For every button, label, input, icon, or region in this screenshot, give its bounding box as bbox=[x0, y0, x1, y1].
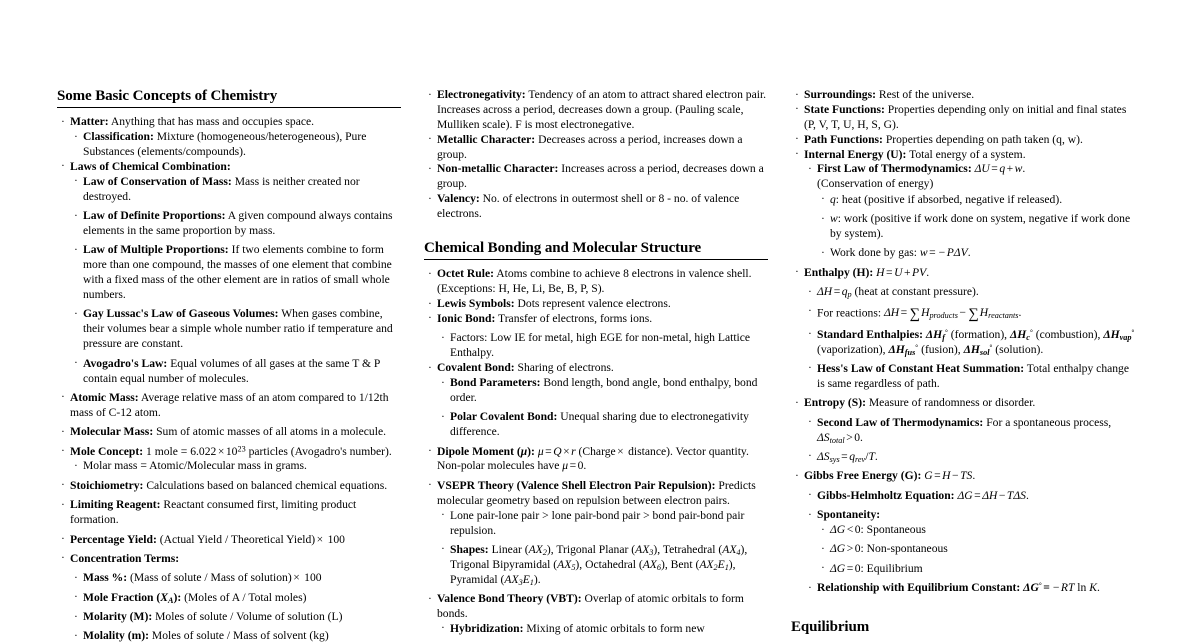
list-item bbox=[74, 175, 401, 205]
mole-fraction-subscript: A bbox=[168, 595, 174, 605]
formula-rt-ln-k: − RT ln K. bbox=[1052, 581, 1100, 595]
list-item bbox=[428, 479, 768, 509]
term-surroundings: Surroundings: bbox=[804, 88, 876, 101]
term-standard-enthalpies: Standard Enthalpies: bbox=[817, 327, 923, 341]
term-mole-concept: Mole Concept: bbox=[70, 444, 144, 458]
formula-work-gas: w = − PΔV. bbox=[919, 246, 971, 260]
term-nonmetallic-character: Non-metallic Character: bbox=[437, 162, 559, 176]
bullet-icon: · bbox=[74, 174, 78, 188]
text-molecular-mass: Sum of atomic masses of all atoms in a molecule. bbox=[156, 425, 386, 439]
text-stoichiometry: Calculations based on balanced chemical equations. bbox=[146, 478, 388, 492]
bullet-icon: · bbox=[808, 449, 812, 463]
shape-formula: $AX_6$ bbox=[642, 557, 661, 572]
bullet-icon: · bbox=[74, 609, 78, 623]
bullet-icon: · bbox=[428, 296, 432, 310]
list-item bbox=[821, 562, 1135, 577]
text-dipole-period: . bbox=[583, 459, 587, 473]
shapes-values: Linear $(AX_2)$, Trigonal Planar $(AX_3)$, Tetrahedral $(AX_4)$, Trigonal Bipyramidal $(AX_5)$, Octahedral $(AX_6)$, Bent $(AX_2E_1)$, Pyramidal $(AX_3E_1)$. bbox=[450, 542, 748, 587]
term-electronegativity: Electronegativity: bbox=[437, 88, 526, 101]
bullet-icon: · bbox=[441, 409, 445, 423]
bullet-icon: · bbox=[428, 444, 432, 458]
list-item bbox=[74, 307, 401, 352]
list-item bbox=[74, 130, 401, 160]
text-equilibrium: 0: Equilibrium bbox=[854, 561, 923, 575]
text-mole-concept-pre: 1 mole = 6.022 bbox=[146, 444, 217, 458]
text-internal-energy: Total energy of a system. bbox=[909, 147, 1026, 161]
term-molarity: Molarity (M): bbox=[83, 610, 153, 624]
text-vaporization: (vaporization), bbox=[817, 342, 886, 356]
list-item bbox=[74, 629, 401, 644]
text-entropy: Measure of randomness or disorder. bbox=[868, 396, 1036, 410]
list-item bbox=[821, 212, 1135, 242]
text-dipole-end: distance). Vector quantity. Non-polar molecules have bbox=[437, 444, 749, 473]
list-item bbox=[808, 489, 1135, 504]
text-mole-concept-post: particles (Avogadro's number). bbox=[248, 444, 392, 458]
text-vsepr: Predicts molecular geometry based on repulsion between electron pairs. bbox=[437, 478, 756, 507]
formula-gibbs-helmholtz: ΔG = ΔH − TΔS. bbox=[957, 488, 1029, 502]
text-mole-fraction: (Moles of A / Total moles) bbox=[184, 590, 307, 604]
text-ionic-bond: Transfer of electrons, forms ions. bbox=[498, 311, 653, 325]
list-item bbox=[441, 622, 768, 637]
list-item bbox=[441, 410, 768, 440]
formula-delta-h-fus: $\Delta H_{fus}^\circ$ bbox=[888, 342, 919, 357]
text-ionic-factors: Factors: Low IE for metal, high EGE for non-metal, high Lattice Enthalpy. bbox=[450, 331, 751, 360]
bullet-icon: · bbox=[74, 306, 78, 320]
term-spontaneity: Spontaneity: bbox=[817, 508, 881, 522]
bullet-icon: · bbox=[61, 532, 65, 546]
term-mole-fraction-post: ): bbox=[173, 590, 182, 604]
shape-formula: $AX_3$ bbox=[635, 542, 654, 557]
formula-delta-g-standard: ΔG° = bbox=[1023, 581, 1050, 595]
list-item bbox=[441, 509, 768, 539]
list-item bbox=[808, 162, 1135, 177]
gibbs-sublist bbox=[808, 489, 1135, 596]
bullet-icon: · bbox=[808, 284, 812, 298]
bullet-icon: · bbox=[61, 497, 65, 511]
bonding-list bbox=[428, 267, 768, 636]
formula-delta-s-sys: $\Delta S_{sys} = q_{rev}/T$. bbox=[817, 449, 878, 464]
term-valency: Valency: bbox=[437, 192, 480, 206]
bullet-icon: · bbox=[441, 330, 445, 344]
section-rule bbox=[57, 107, 401, 108]
term-internal-energy: Internal Energy (U): bbox=[804, 147, 907, 161]
text-avogadro-law: Equal volumes of all gases at the same T & P contain equal number of molecules. bbox=[83, 356, 380, 385]
text-multiple: If two elements combine to form more than one compound, the masses of one element that combine with a fixed mass of the other element are in ratios of small whole numbers. bbox=[83, 243, 392, 302]
term-mass-percent: Mass %: bbox=[83, 571, 128, 585]
text-combustion: (combustion), bbox=[1035, 327, 1101, 341]
term-definite: Law of Definite Proportions: bbox=[83, 209, 226, 223]
column-three bbox=[791, 87, 1135, 635]
bullet-icon: · bbox=[74, 129, 78, 143]
bullet-icon: · bbox=[61, 424, 65, 438]
text-vbt: Overlap of atomic orbitals to form bonds. bbox=[437, 592, 744, 620]
list-item bbox=[821, 523, 1135, 538]
term-first-law: First Law of Thermodynamics: bbox=[817, 162, 972, 176]
percentage-yield-multiplier: × bbox=[316, 532, 324, 546]
formula-delta-h-sol: $\Delta H_{sol}^\circ$ bbox=[963, 342, 993, 357]
vbt-sublist bbox=[441, 622, 768, 637]
bullet-icon: · bbox=[441, 542, 445, 556]
formula-delta-h-vap: $\Delta H_{vap}^\circ$ bbox=[1103, 327, 1135, 342]
periodic-properties-tail-list bbox=[428, 88, 768, 222]
text-octet-rule: Atoms combine to achieve 8 electrons in valence shell. (Exceptions: H, He, Li, Be, B, P, S). bbox=[437, 267, 752, 296]
text-conservation: Mass is neither created nor destroyed. bbox=[83, 174, 360, 203]
text-non-spontaneous: 0: Non-spontaneous bbox=[854, 542, 948, 556]
list-item bbox=[428, 133, 768, 163]
term-vsepr: VSEPR Theory (Valence Shell Electron Pair Repulsion): bbox=[437, 478, 716, 492]
formula-gibbs: G = H − TS. bbox=[924, 469, 976, 483]
matter-sublist bbox=[74, 130, 401, 160]
list-item bbox=[428, 312, 768, 327]
text-solution: (solution). bbox=[995, 342, 1044, 356]
formula-delta-h-f: $\Delta H_f^\circ$ bbox=[925, 327, 948, 342]
ionic-sublist bbox=[441, 331, 768, 361]
bullet-icon: · bbox=[74, 356, 78, 370]
term-bond-parameters: Bond Parameters: bbox=[450, 376, 541, 389]
term-dipole-pre: Dipole Moment ( bbox=[437, 444, 521, 458]
term-metallic-character: Metallic Character: bbox=[437, 132, 536, 146]
list-item bbox=[428, 162, 768, 192]
list-item bbox=[795, 133, 1135, 148]
bullet-icon: · bbox=[795, 265, 799, 279]
list-item bbox=[808, 508, 1135, 523]
text-molarity: Moles of solute / Volume of solution (L) bbox=[155, 610, 343, 624]
list-item bbox=[74, 243, 401, 303]
bullet-icon: · bbox=[61, 390, 65, 404]
text-second-law: For a spontaneous process, bbox=[986, 415, 1112, 429]
text-surroundings: Rest of the universe. bbox=[878, 88, 975, 101]
list-item bbox=[61, 498, 401, 528]
list-item bbox=[808, 285, 1135, 300]
shape-formula: $AX_5$ bbox=[557, 557, 576, 572]
text-metallic-character: Decreases across a period, increases down a group. bbox=[437, 132, 743, 161]
dipole-symbol: μ bbox=[520, 444, 528, 458]
text-molar-mass: Molar mass = Atomic/Molecular mass in grams. bbox=[83, 459, 307, 473]
text-valency: No. of electrons in outermost shell or 8 - no. of valence electrons. bbox=[437, 192, 740, 221]
vsepr-sublist bbox=[441, 509, 768, 588]
bullet-icon: · bbox=[74, 590, 78, 604]
shape-formula: $AX_2E_1$ bbox=[699, 557, 729, 572]
term-shapes: Shapes: bbox=[450, 542, 489, 556]
term-entropy: Entropy (S): bbox=[804, 396, 866, 410]
value-mass-percent: 100 bbox=[304, 571, 322, 585]
section-spacer bbox=[424, 222, 768, 240]
bullet-icon: · bbox=[795, 395, 799, 409]
bullet-icon: · bbox=[808, 507, 812, 521]
bullet-icon: · bbox=[795, 147, 799, 161]
term-conservation: Law of Conservation of Mass: bbox=[83, 174, 232, 188]
label-work-done-gas: Work done by gas: bbox=[830, 246, 917, 260]
bullet-icon: · bbox=[441, 508, 445, 522]
list-item bbox=[795, 266, 1135, 281]
section-rule bbox=[424, 259, 768, 260]
laws-sublist bbox=[74, 175, 401, 387]
list-item bbox=[808, 328, 1135, 358]
bullet-icon: · bbox=[61, 159, 65, 173]
text-w-definition: : work (positive if work done on system, negative if work done by system). bbox=[830, 212, 1131, 241]
entropy-sublist bbox=[808, 416, 1135, 465]
term-lewis-symbols: Lewis Symbols: bbox=[437, 297, 515, 311]
bullet-icon: · bbox=[74, 458, 78, 472]
symbol-q: q bbox=[830, 192, 836, 206]
bullet-icon: · bbox=[74, 628, 78, 642]
text-state-functions: Properties depending only on initial and final states (P, V, T, U, H, S, G). bbox=[804, 102, 1127, 131]
term-mole-fraction-pre: Mole Fraction ( bbox=[83, 590, 161, 604]
term-octet-rule: Octet Rule: bbox=[437, 267, 494, 281]
section-title-bonding: Chemical Bonding and Molecular Structure bbox=[424, 240, 702, 257]
term-percentage-yield: Percentage Yield: bbox=[70, 532, 157, 546]
list-item bbox=[428, 192, 768, 222]
section-title-basic-concepts: Some Basic Concepts of Chemistry bbox=[57, 88, 278, 104]
list-item bbox=[808, 450, 1135, 465]
bullet-icon: · bbox=[428, 360, 432, 374]
bullet-icon: · bbox=[795, 132, 799, 146]
bullet-icon: · bbox=[441, 375, 445, 389]
formula-delta-h-c: $\Delta H_c^\circ$ bbox=[1009, 327, 1033, 342]
bullet-icon: · bbox=[428, 132, 432, 146]
formula-delta-g-lt: ΔG < bbox=[830, 523, 854, 536]
bullet-icon: · bbox=[821, 192, 825, 206]
list-item-shapes bbox=[441, 543, 768, 588]
shape-formula: $AX_3E_1$ bbox=[504, 572, 534, 587]
first-law-sublist bbox=[821, 193, 1135, 262]
list-item bbox=[441, 376, 768, 406]
term-covalent-bond: Covalent Bond: bbox=[437, 361, 515, 375]
bullet-icon: · bbox=[808, 580, 812, 594]
text-classification: Mixture (homogeneous/heterogeneous), Pure Substances (elements/compounds). bbox=[83, 130, 367, 159]
text-atomic-mass: Average relative mass of an atom compared to 1/12th mass of C-12 atom. bbox=[70, 390, 389, 419]
list-item bbox=[428, 445, 768, 475]
term-gay-lussac: Gay Lussac's Law of Gaseous Volumes: bbox=[83, 307, 279, 321]
thermodynamics-list bbox=[795, 88, 1135, 596]
text-lewis-symbols: Dots represent valence electrons. bbox=[517, 297, 671, 311]
bullet-icon: · bbox=[808, 327, 812, 341]
list-item bbox=[61, 445, 401, 460]
label-for-reactions: For reactions: bbox=[817, 305, 882, 319]
list-item bbox=[428, 297, 768, 312]
list-item bbox=[61, 552, 401, 567]
bullet-icon: · bbox=[808, 361, 812, 375]
formula-delta-h-qp: $\Delta H = q_p$ bbox=[817, 285, 852, 300]
section-spacer bbox=[791, 601, 1135, 619]
mole-fraction-symbol-group bbox=[160, 591, 173, 604]
formula-first-law: ΔU = q + w. bbox=[974, 162, 1026, 176]
term-matter: Matter: bbox=[70, 115, 109, 129]
term-atomic-mass: Atomic Mass: bbox=[70, 390, 139, 404]
text-hess-law: Total enthalpy change is same regardless of path. bbox=[817, 361, 1130, 390]
bullet-icon: · bbox=[821, 245, 825, 259]
spontaneity-sublist bbox=[821, 523, 1135, 577]
bullet-icon: · bbox=[808, 161, 812, 175]
bullet-icon: · bbox=[74, 570, 78, 584]
list-item bbox=[61, 425, 401, 440]
bullet-icon: · bbox=[795, 87, 799, 101]
term-ionic-bond: Ionic Bond: bbox=[437, 311, 496, 325]
text-dipole-mid: (Charge bbox=[578, 444, 616, 458]
term-polar-covalent: Polar Covalent Bond: bbox=[450, 410, 558, 424]
formula-delta-h-reactions: $\Delta H = \sum H_{products} - \sum H_{reactants}$. bbox=[883, 305, 1022, 322]
list-item bbox=[428, 592, 768, 622]
term-classification: Classification: bbox=[83, 130, 154, 144]
term-state-functions: State Functions: bbox=[804, 102, 885, 116]
shape-formula: $AX_4$ bbox=[722, 542, 741, 557]
column-one bbox=[57, 88, 401, 643]
list-item bbox=[795, 148, 1135, 163]
bullet-icon: · bbox=[808, 415, 812, 429]
text-polar-covalent: Unequal sharing due to electronegativity difference. bbox=[450, 410, 749, 439]
text-limiting-reagent: Reactant consumed first, limiting product formation. bbox=[70, 498, 357, 527]
text-fusion: (fusion), bbox=[921, 342, 961, 356]
list-item bbox=[795, 103, 1135, 133]
term-enthalpy: Enthalpy (H): bbox=[804, 265, 874, 279]
mole-concept-power: × $10^{23}$ bbox=[217, 444, 246, 458]
formula-delta-g-gt: ΔG > bbox=[830, 542, 854, 556]
text-spontaneous: 0: Spontaneous bbox=[854, 523, 926, 536]
mass-percent-multiplier: × bbox=[293, 571, 300, 585]
shape-formula: $AX_2$ bbox=[528, 542, 547, 557]
formula-delta-g-eq: ΔG = bbox=[830, 561, 854, 575]
list-item bbox=[61, 160, 401, 175]
term-second-law: Second Law of Thermodynamics: bbox=[817, 415, 984, 429]
bullet-icon: · bbox=[808, 304, 812, 318]
formula-dipole-zero: μ = 0 bbox=[562, 459, 584, 473]
three-column-layout bbox=[57, 87, 1135, 643]
bullet-icon: · bbox=[821, 211, 825, 225]
mole-exponent: 23 bbox=[237, 444, 246, 454]
list-item bbox=[808, 362, 1135, 392]
formula-enthalpy: H = U + PV. bbox=[876, 265, 930, 279]
term-concentration-heading: Concentration Terms: bbox=[70, 551, 180, 565]
list-item bbox=[795, 469, 1135, 484]
list-item bbox=[74, 610, 401, 625]
bullet-icon: · bbox=[808, 488, 812, 502]
mole-sublist bbox=[74, 459, 401, 474]
bullet-icon: · bbox=[61, 444, 65, 458]
formula-dipole-moment: μ = Q × r bbox=[537, 444, 576, 458]
text-mass-percent: (Mass of solute / Mass of solution) bbox=[130, 571, 292, 585]
list-item bbox=[821, 246, 1135, 261]
dipole-times: × bbox=[617, 444, 624, 458]
text-delta-h-qp: (heat at constant pressure). bbox=[854, 285, 979, 299]
bullet-icon: · bbox=[441, 621, 445, 635]
symbol-w: w bbox=[830, 212, 838, 226]
bullet-icon: · bbox=[61, 114, 65, 128]
bullet-icon: · bbox=[61, 478, 65, 492]
formula-delta-s-total: $\Delta S_{total} > 0$. bbox=[817, 430, 863, 445]
list-item bbox=[74, 357, 401, 387]
bullet-icon: · bbox=[795, 102, 799, 116]
term-molecular-mass: Molecular Mass: bbox=[70, 425, 154, 439]
text-definite: A given compound always contains elements in the same proportion by mass. bbox=[83, 209, 393, 237]
enthalpy-sublist bbox=[808, 285, 1135, 392]
list-item bbox=[821, 542, 1135, 557]
list-item bbox=[428, 361, 768, 376]
mole-fraction-symbol: X bbox=[160, 590, 168, 604]
list-item bbox=[441, 331, 768, 361]
term-hess-law: Hess's Law of Constant Heat Summation: bbox=[817, 361, 1025, 375]
bullet-icon: · bbox=[61, 551, 65, 565]
term-gibbs-helmholtz: Gibbs-Helmholtz Equation: bbox=[817, 488, 955, 502]
term-multiple: Law of Multiple Proportions: bbox=[83, 243, 229, 257]
term-limiting-reagent: Limiting Reagent: bbox=[70, 498, 161, 512]
list-item bbox=[428, 88, 768, 133]
list-item bbox=[808, 305, 1135, 324]
list-item bbox=[795, 88, 1135, 103]
bullet-icon: · bbox=[428, 311, 432, 325]
value-percentage-yield: 100 bbox=[327, 532, 345, 546]
covalent-sublist bbox=[441, 376, 768, 440]
text-first-law-note: (Conservation of energy) bbox=[817, 177, 934, 191]
list-item bbox=[808, 581, 1135, 596]
term-dipole-post: ): bbox=[527, 444, 535, 458]
text-vsepr-repulsion: Lone pair-lone pair > lone pair-bond pair > bond pair-bond pair repulsion. bbox=[450, 508, 745, 537]
list-item bbox=[61, 479, 401, 494]
list-item bbox=[74, 571, 401, 586]
bullet-icon: · bbox=[821, 522, 825, 536]
text-electronegativity: Tendency of an atom to attract shared electron pair. Increases across a period, decreases down a group. (Pauling scale, Mulliken scale). F is most electronegative. bbox=[437, 88, 767, 131]
bullet-icon: · bbox=[428, 87, 432, 101]
term-stoichiometry: Stoichiometry: bbox=[70, 478, 144, 492]
bullet-icon: · bbox=[74, 208, 78, 222]
text-covalent-bond: Sharing of electrons. bbox=[517, 361, 614, 375]
term-gibbs-free-energy: Gibbs Free Energy (G): bbox=[804, 469, 922, 483]
list-item bbox=[795, 396, 1135, 411]
term-relationship-k: Relationship with Equilibrium Constant: bbox=[817, 581, 1021, 595]
text-matter: Anything that has mass and occupies space. bbox=[110, 115, 315, 129]
list-item bbox=[61, 391, 401, 421]
term-vbt: Valence Bond Theory (VBT): bbox=[437, 592, 582, 606]
text-gay-lussac: When gases combine, their volumes bear a simple whole number ratio if temperature and pressure are constant. bbox=[83, 307, 393, 351]
bullet-icon: · bbox=[428, 478, 432, 492]
list-item bbox=[428, 267, 768, 297]
text-formation: (formation), bbox=[950, 327, 1008, 341]
bullet-icon: · bbox=[428, 191, 432, 205]
basic-concepts-list bbox=[61, 115, 401, 644]
section-title-equilibrium: Equilibrium bbox=[791, 618, 870, 635]
list-item bbox=[74, 591, 401, 606]
bullet-icon: · bbox=[795, 468, 799, 482]
term-avogadro-law: Avogadro's Law: bbox=[83, 356, 168, 370]
text-nonmetallic-character: Increases across a period, decreases down a group. bbox=[437, 162, 764, 191]
term-molality: Molality (m): bbox=[83, 629, 149, 643]
text-q-definition: : heat (positive if absorbed, negative if released). bbox=[835, 192, 1063, 206]
list-item bbox=[74, 459, 401, 474]
bullet-icon: · bbox=[821, 541, 825, 555]
list-item bbox=[61, 115, 401, 130]
bullet-icon: · bbox=[428, 161, 432, 175]
text-percentage-yield: (Actual Yield / Theoretical Yield) bbox=[159, 532, 316, 546]
text-hybridization: Mixing of atomic orbitals to form new bbox=[526, 621, 705, 635]
bullet-icon: · bbox=[821, 561, 825, 575]
concentration-sublist bbox=[74, 571, 401, 644]
column-two bbox=[424, 87, 768, 635]
term-path-functions: Path Functions: bbox=[804, 132, 883, 146]
bullet-icon: · bbox=[428, 266, 432, 280]
bullet-icon: · bbox=[74, 242, 78, 256]
internal-energy-sublist bbox=[808, 162, 1135, 261]
list-item bbox=[821, 193, 1135, 208]
list-item bbox=[61, 533, 401, 548]
list-item bbox=[74, 209, 401, 239]
bullet-icon: · bbox=[428, 591, 432, 605]
text-path-functions: Properties depending on path taken (q, w). bbox=[885, 132, 1083, 146]
term-hybridization: Hybridization: bbox=[450, 621, 524, 635]
text-bond-parameters: Bond length, bond angle, bond enthalpy, bond order. bbox=[450, 376, 758, 404]
text-molality: Moles of solute / Mass of solvent (kg) bbox=[151, 629, 329, 643]
term-laws-heading: Laws of Chemical Combination: bbox=[70, 159, 231, 173]
list-item bbox=[808, 416, 1135, 446]
